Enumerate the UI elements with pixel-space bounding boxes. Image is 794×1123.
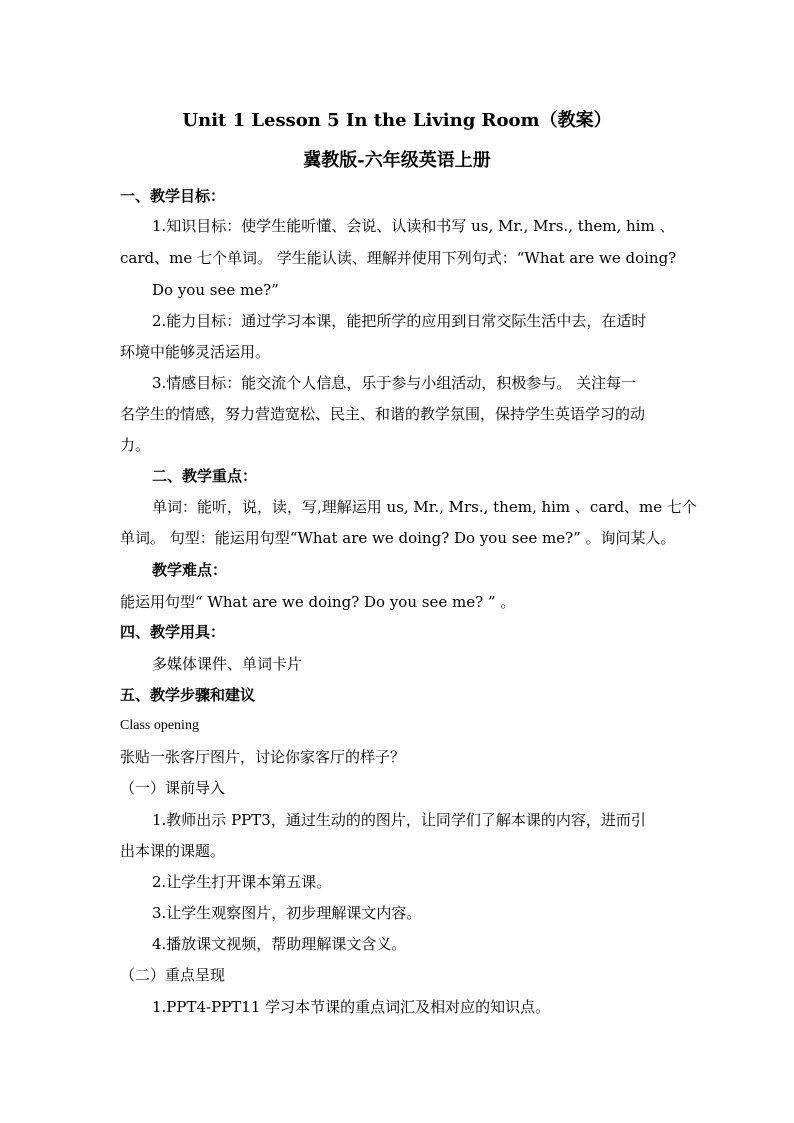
paragraph-line: 2.让学生打开课本第五课。 xyxy=(152,873,332,891)
document-title: Unit 1 Lesson 5 In the Living Room（教案） xyxy=(182,110,612,131)
paragraph-line: 环境中能够灵活运用。 xyxy=(120,343,271,361)
paragraph-line: Class opening xyxy=(120,718,199,733)
paragraph-line: 多媒体课件、单词卡片 xyxy=(152,655,303,673)
document-subtitle: 冀教版-六年级英语上册 xyxy=(303,150,491,171)
section-heading-key-points: 二、教学重点： xyxy=(152,467,258,485)
paragraph-line: 1.教师出示 PPT3，通过生动的的图片，让同学们了解本课的内容，进而引 xyxy=(152,811,646,829)
paragraph-line: 出本课的课题。 xyxy=(120,842,226,860)
section-heading-tools: 四、教学用具： xyxy=(120,623,226,641)
paragraph-line: 1.PPT4-PPT11 学习本节课的重点词汇及相对应的知识点。 xyxy=(152,998,551,1016)
paragraph-line: 张贴一张客厅图片，讨论你家客厅的样子？ xyxy=(120,748,406,766)
paragraph-line: 2.能力目标：通过学习本课，能把所学的应用到日常交际生活中去，在适时 xyxy=(152,312,647,330)
paragraph-line: card、me 七个单词。 学生能认读、理解并使用下列句式：“What are we doing? xyxy=(120,249,677,267)
paragraph-line: Do you see me?” xyxy=(152,281,279,299)
paragraph-line: 3.让学生观察图片，初步理解课文内容。 xyxy=(152,904,422,922)
section-heading-objectives: 一、教学目标： xyxy=(120,187,226,205)
paragraph-line: 力。 xyxy=(120,436,151,454)
subsection-heading-intro: （一）课前导入 xyxy=(120,779,226,797)
paragraph-line: 1.知识目标：使学生能听懂、会说、认读和书写 us, Mr., Mrs., them, him 、 xyxy=(152,217,675,235)
section-heading-difficulties: 教学难点： xyxy=(152,561,228,579)
paragraph-line: 4.播放课文视频，帮助理解课文含义。 xyxy=(152,935,407,953)
paragraph-line: 能运用句型“ What are we doing? Do you see me? ” 。 xyxy=(120,593,516,611)
paragraph-line: 3.情感目标：能交流个人信息，乐于参与小组活动，积极参与。 关注每一 xyxy=(152,374,637,392)
subsection-heading-key-presentation: （二）重点呈现 xyxy=(120,966,226,984)
paragraph-line: 名学生的情感，努力营造宽松、民主、和谐的教学氛围，保持学生英语学习的动 xyxy=(120,405,646,423)
paragraph-line: 单词。 句型：能运用句型“What are we doing? Do you see me?” 。询问某人。 xyxy=(120,529,676,547)
paragraph-line: 单词：能听，说，读，写,理解运用 us, Mr., Mrs., them, him 、card、me 七个 xyxy=(152,498,697,516)
section-heading-steps: 五、教学步骤和建议 xyxy=(120,686,256,704)
